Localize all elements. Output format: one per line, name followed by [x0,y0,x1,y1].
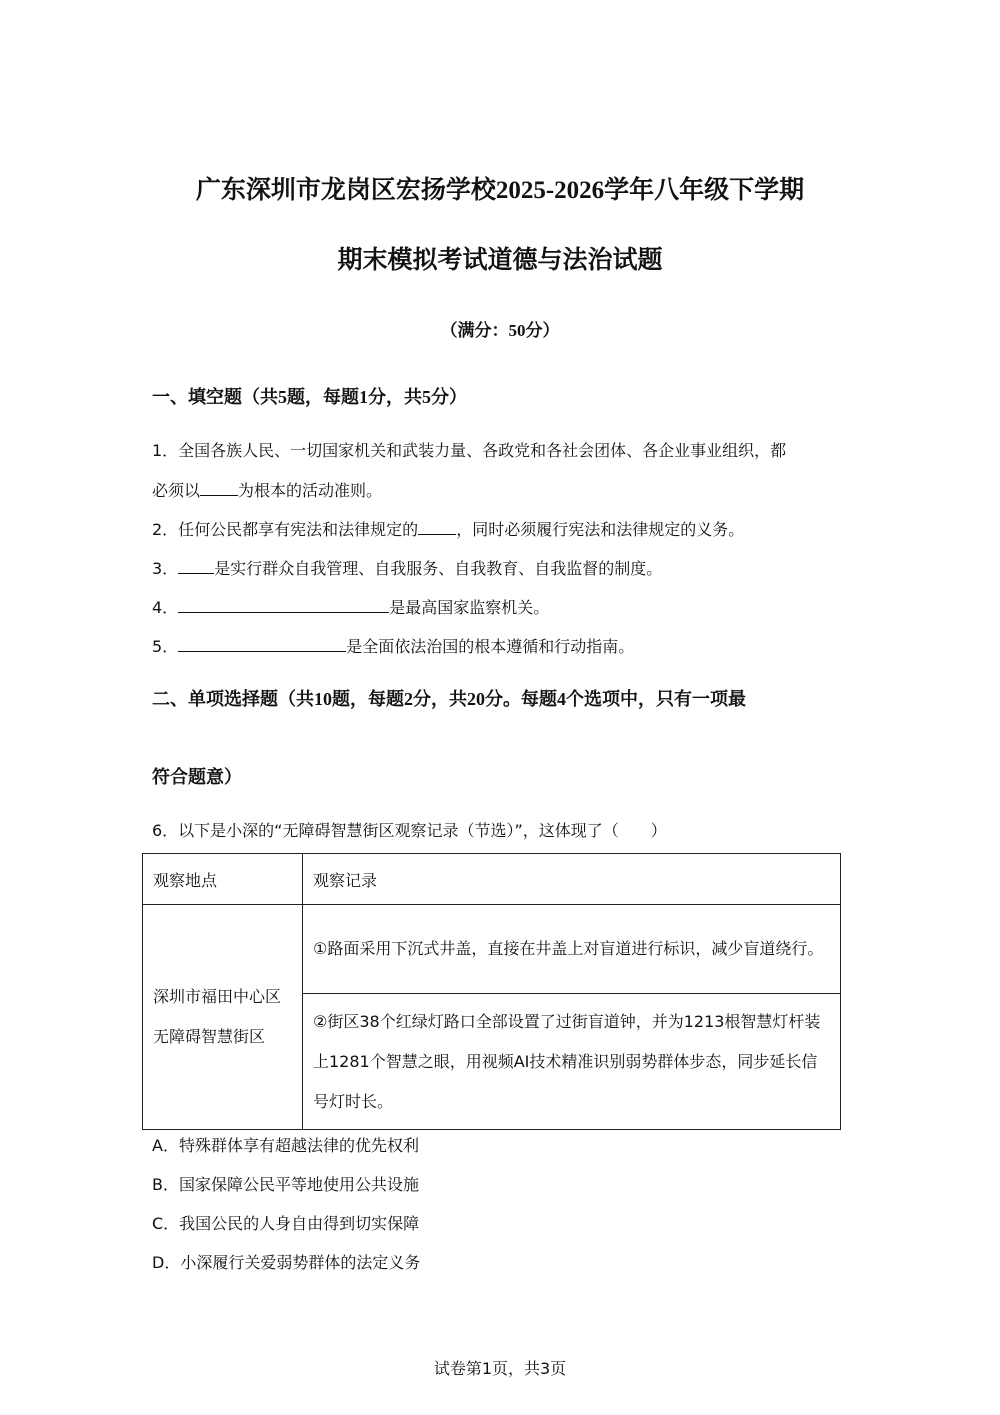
question-1-pre: 必须以 [152,481,201,500]
question-5 [152,634,634,657]
score-note: （满分：50分） [440,321,560,340]
question-1-line2 [152,478,382,501]
question-2-pre: 2．任何公民都享有宪法和法律规定的 [152,520,419,539]
section1-heading: 一、填空题（共5题，每题1分，共5分） [152,387,467,407]
question-2 [152,517,744,540]
header-record: 观察记录 [303,854,841,905]
section2-heading-line1: 二、单项选择题（共10题，每题2分，共20分。每题4个选项中，只有一项最 [152,689,746,709]
observation-table [142,853,841,1130]
answer-blank [418,520,456,535]
answer-blank [178,559,214,574]
exam-title-line2: 期末模拟考试道德与法治试题 [337,247,663,274]
question-3-pre: 3． [152,559,179,578]
answer-blank [178,598,389,613]
answer-blank [200,481,238,496]
question-6-stem: 6．以下是小深的“无障碍智慧街区观察记录（节选）”，这体现了（ ） [152,821,667,840]
question-4-post: 是最高国家监察机关。 [389,598,550,617]
question-5-pre: 5． [152,637,179,656]
answer-blank [178,637,346,652]
question-4 [152,595,549,618]
option-d: D．小深履行关爱弱势群体的法定义务 [152,1253,421,1272]
question-3-post: 是实行群众自我管理、自我服务、自我教育、自我监督的制度。 [214,559,663,578]
exam-title-line1: 广东深圳市龙岗区宏扬学校2025-2026学年八年级下学期 [195,177,805,204]
question-3 [152,556,662,579]
option-a: A．特殊群体享有超越法律的优先权利 [152,1136,419,1155]
question-2-post: ，同时必须履行宪法和法律规定的义务。 [456,520,745,539]
option-c: C．我国公民的人身自由得到切实保障 [152,1214,420,1233]
header-place: 观察地点 [143,854,303,905]
record-cell-1: ①路面采用下沉式井盖，直接在井盖上对盲道进行标识，减少盲道绕行。 [303,905,841,994]
record-cell-2: ②街区38个红绿灯路口全部设置了过街盲道钟，并为1213根智慧灯杆装上1281个智慧之眼，用视频AI技术精准识别弱势群体步态，同步延长信号灯时长。 [303,994,841,1130]
table-header-row [143,854,841,905]
option-b: B．国家保障公民平等地使用公共设施 [152,1175,419,1194]
section2-heading-line2: 符合题意） [152,767,242,787]
question-5-post: 是全面依法治国的根本遵循和行动指南。 [346,637,635,656]
question-1-line1: 1．全国各族人民、一切国家机关和武装力量、各政党和各社会团体、各企业事业组织，都 [152,441,787,460]
question-4-pre: 4． [152,598,179,617]
question-1-post: 为根本的活动准则。 [238,481,383,500]
table-row [143,905,841,994]
place-cell: 深圳市福田中心区无障碍智慧街区 [143,905,303,1130]
page-footer: 试卷第1页，共3页 [433,1359,567,1378]
